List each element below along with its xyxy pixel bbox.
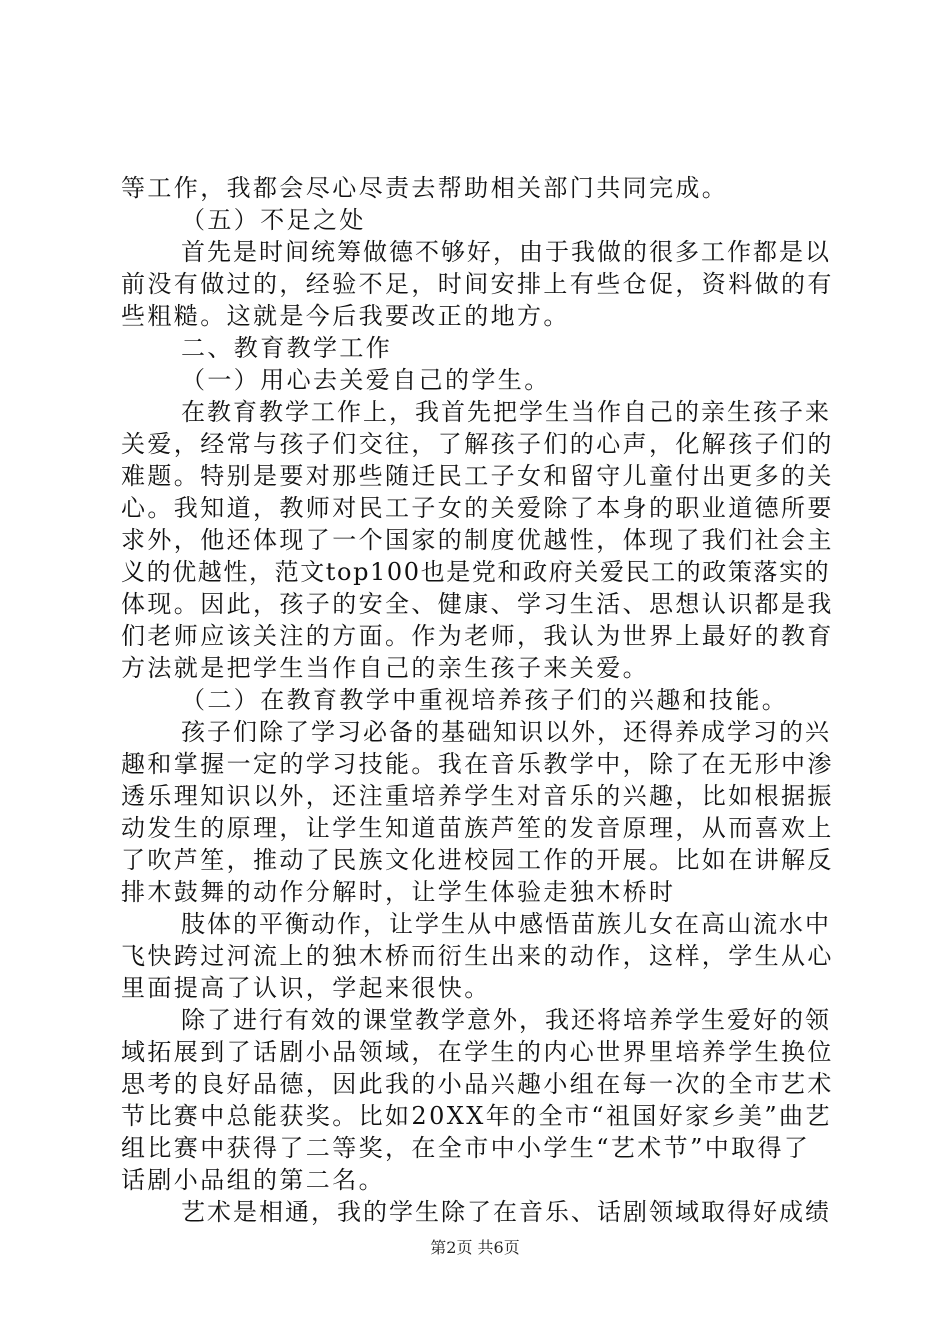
text-line: 排木鼓舞的动作分解时，让学生体验走独木桥时 (121, 878, 676, 906)
text-line: （一）用心去关爱自己的学生。 (181, 366, 551, 394)
text-line: 节比赛中总能获奖。比如20XX年的全市“祖国好家乡美”曲艺 (121, 1102, 832, 1130)
text-line: 思考的良好品德，因此我的小品兴趣小组在每一次的全市艺术 (121, 1070, 834, 1098)
page-number-footer: 第2页 共6页 (430, 1238, 520, 1257)
text-line: 里面提高了认识，学起来很快。 (121, 974, 491, 1002)
text-line: 心。我知道，教师对民工子女的关爱除了本身的职业道德所要 (121, 494, 834, 522)
text-line: 飞快跨过河流上的独木桥而衍生出来的动作，这样，学生从心 (121, 942, 834, 970)
text-line: 等工作，我都会尽心尽责去帮助相关部门共同完成。 (121, 174, 729, 202)
text-line: 域拓展到了话剧小品领域，在学生的内心世界里培养学生换位 (121, 1038, 834, 1066)
text-line: 肢体的平衡动作，让学生从中感悟苗族儿女在高山流水中 (181, 910, 831, 938)
text-line: 难题。特别是要对那些随迁民工子女和留守儿童付出更多的关 (121, 462, 834, 490)
text-line: （二）在教育教学中重视培养孩子们的兴趣和技能。 (181, 686, 789, 714)
text-line: 首先是时间统筹做德不够好，由于我做的很多工作都是以 (181, 238, 831, 266)
text-line: 二、教育教学工作 (181, 334, 393, 362)
text-line: 艺术是相通，我的学生除了在音乐、话剧领域取得好成绩 (181, 1198, 831, 1226)
text-line: 义的优越性，范文top100也是党和政府关爱民工的政策落实的 (121, 558, 831, 586)
document-body (121, 172, 833, 1228)
text-line: 前没有做过的，经验不足，时间安排上有些仓促，资料做的有 (121, 270, 834, 298)
text-line: 方法就是把学生当作自己的亲生孩子来关爱。 (121, 654, 649, 682)
text-line: 组比赛中获得了二等奖，在全市中小学生“艺术节”中取得了 (121, 1134, 811, 1162)
text-line: 关爱，经常与孩子们交往，了解孩子们的心声，化解孩子们的 (121, 430, 834, 458)
text-line: 趣和掌握一定的学习技能。我在音乐教学中，除了在无形中渗 (121, 750, 834, 778)
text-line: 动发生的原理，让学生知道苗族芦笙的发音原理，从而喜欢上 (121, 814, 834, 842)
text-line: 在教育教学工作上，我首先把学生当作自己的亲生孩子来 (181, 398, 831, 426)
text-line: 了吹芦笙，推动了民族文化进校园工作的开展。比如在讲解反 (121, 846, 834, 874)
text-line: 除了进行有效的课堂教学意外，我还将培养学生爱好的领 (181, 1006, 831, 1034)
text-line: 们老师应该关注的方面。作为老师，我认为世界上最好的教育 (121, 622, 834, 650)
text-line: 透乐理知识以外，还注重培养学生对音乐的兴趣，比如根据振 (121, 782, 834, 810)
text-line: （五）不足之处 (181, 206, 366, 234)
text-line: 些粗糙。这就是今后我要改正的地方。 (121, 302, 570, 330)
text-line: 体现。因此，孩子的安全、健康、学习生活、思想认识都是我 (121, 590, 834, 618)
text-line: 话剧小品组的第二名。 (121, 1166, 385, 1194)
text-line: 孩子们除了学习必备的基础知识以外，还得养成学习的兴 (181, 718, 831, 746)
text-line: 求外，他还体现了一个国家的制度优越性，体现了我们社会主 (121, 526, 834, 554)
